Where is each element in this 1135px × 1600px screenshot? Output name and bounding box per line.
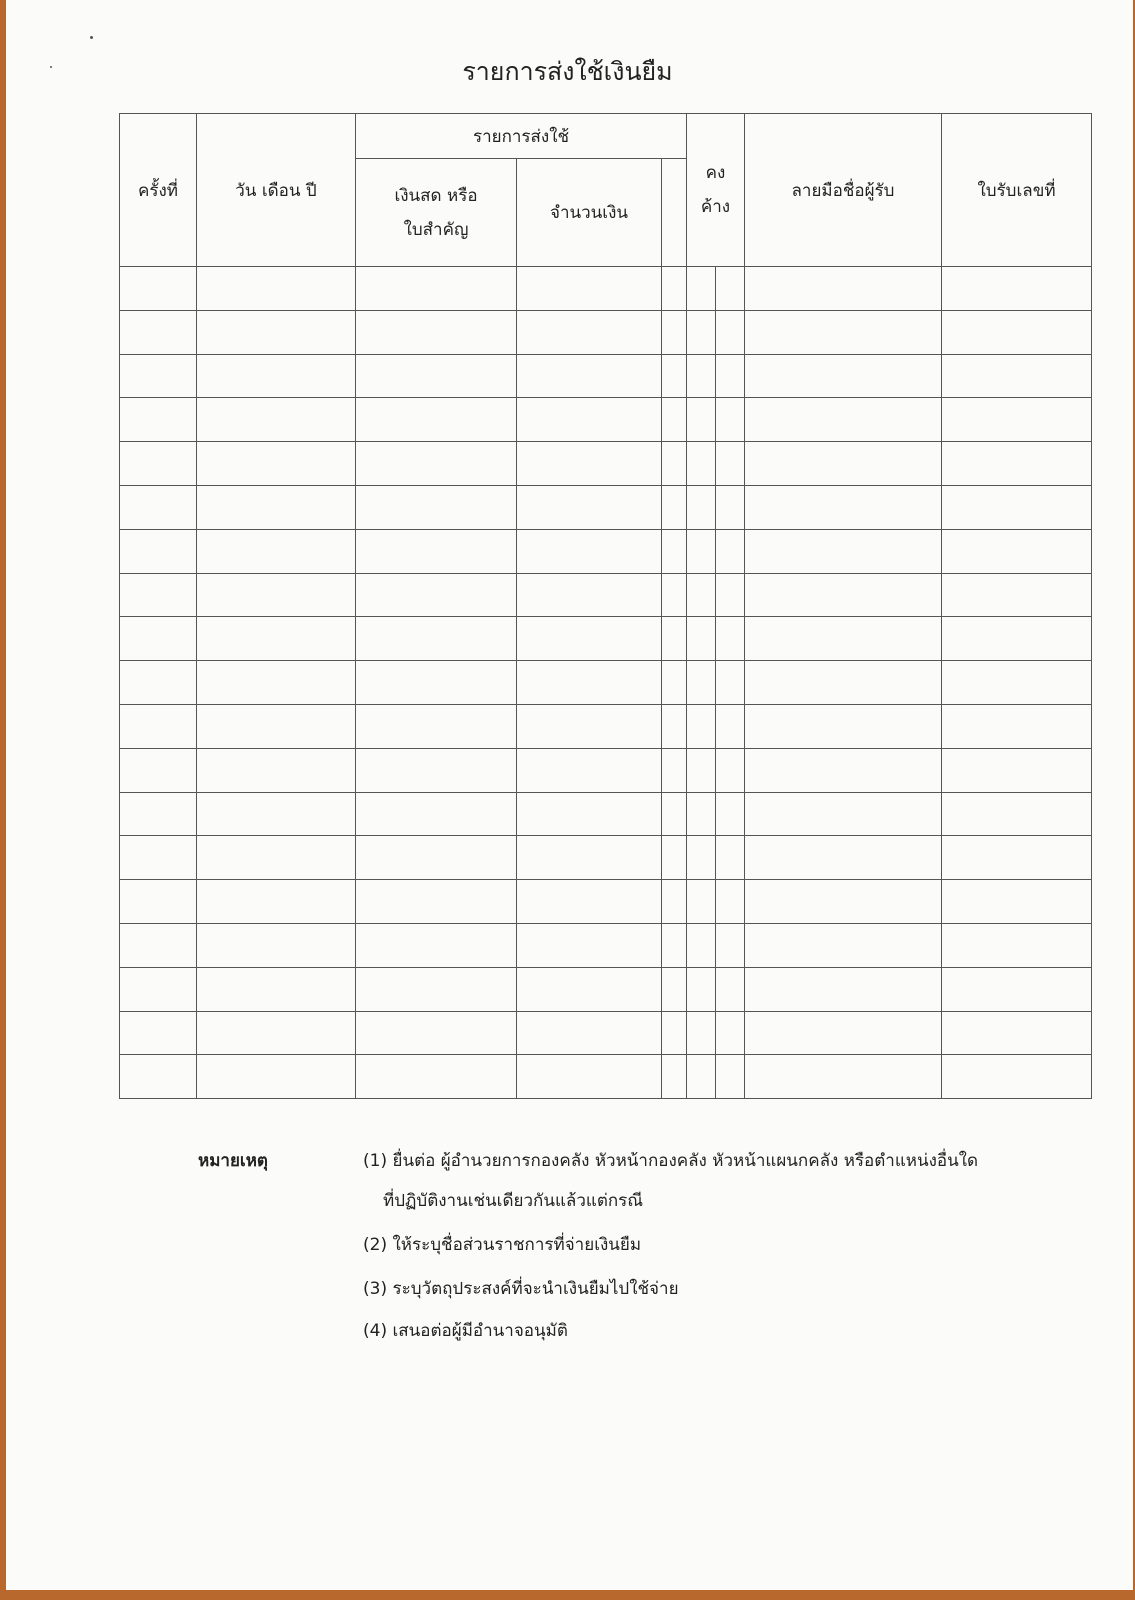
cell-receipt-no[interactable] <box>942 836 1092 880</box>
cell-cash[interactable] <box>356 354 517 398</box>
cell-amount[interactable] <box>517 529 662 573</box>
cell-signature[interactable] <box>745 485 942 529</box>
cell-balance-sub[interactable] <box>716 529 745 573</box>
cell-balance[interactable] <box>687 267 716 311</box>
note-item-2: (2) ให้ระบุชื่อส่วนราชการที่จ่ายเงินยืม <box>363 1235 642 1255</box>
cell-no[interactable] <box>120 1011 197 1055</box>
cell-amount[interactable] <box>517 792 662 836</box>
cell-cash[interactable] <box>356 267 517 311</box>
cell-date[interactable] <box>197 923 356 967</box>
header-balance <box>687 114 745 267</box>
cell-date[interactable] <box>197 748 356 792</box>
cell-amount[interactable] <box>517 310 662 354</box>
cell-amount[interactable] <box>517 661 662 705</box>
header-date: วัน เดือน ปี <box>197 114 356 267</box>
cell-satang[interactable] <box>662 398 687 442</box>
cell-signature[interactable] <box>745 748 942 792</box>
cell-signature[interactable] <box>745 310 942 354</box>
cell-balance[interactable] <box>687 792 716 836</box>
cell-balance-sub[interactable] <box>716 923 745 967</box>
cell-signature[interactable] <box>745 1055 942 1099</box>
table-row <box>120 792 1092 836</box>
cell-receipt-no[interactable] <box>942 573 1092 617</box>
cell-amount[interactable] <box>517 1055 662 1099</box>
cell-cash[interactable] <box>356 617 517 661</box>
cell-receipt-no[interactable] <box>942 792 1092 836</box>
table-row <box>120 1011 1092 1055</box>
cell-balance[interactable] <box>687 529 716 573</box>
cell-balance[interactable] <box>687 704 716 748</box>
cell-no[interactable] <box>120 310 197 354</box>
cell-date[interactable] <box>197 967 356 1011</box>
cell-signature[interactable] <box>745 442 942 486</box>
cell-cash[interactable] <box>356 748 517 792</box>
cell-amount[interactable] <box>517 267 662 311</box>
cell-date[interactable] <box>197 485 356 529</box>
cell-amount[interactable] <box>517 617 662 661</box>
table-row <box>120 836 1092 880</box>
cell-balance-sub[interactable] <box>716 748 745 792</box>
cell-amount[interactable] <box>517 442 662 486</box>
cell-balance-sub[interactable] <box>716 836 745 880</box>
cell-balance-sub[interactable] <box>716 267 745 311</box>
cell-receipt-no[interactable] <box>942 967 1092 1011</box>
cell-no[interactable] <box>120 1055 197 1099</box>
cell-balance-sub[interactable] <box>716 617 745 661</box>
cell-balance[interactable] <box>687 880 716 924</box>
cell-signature[interactable] <box>745 529 942 573</box>
cell-receipt-no[interactable] <box>942 442 1092 486</box>
cell-balance-sub[interactable] <box>716 398 745 442</box>
cell-satang[interactable] <box>662 1055 687 1099</box>
cell-no[interactable] <box>120 792 197 836</box>
header-balance-line2: ค้าง <box>700 197 731 217</box>
cell-balance-sub[interactable] <box>716 573 745 617</box>
cell-satang[interactable] <box>662 529 687 573</box>
cell-no[interactable] <box>120 836 197 880</box>
table-row <box>120 485 1092 529</box>
cell-no[interactable] <box>120 267 197 311</box>
cell-signature[interactable] <box>745 836 942 880</box>
cell-satang[interactable] <box>662 836 687 880</box>
cell-balance-sub[interactable] <box>716 704 745 748</box>
table-row <box>120 442 1092 486</box>
cell-no[interactable] <box>120 354 197 398</box>
cell-satang[interactable] <box>662 1011 687 1055</box>
cell-date[interactable] <box>197 573 356 617</box>
cell-balance-sub[interactable] <box>716 485 745 529</box>
table-row <box>120 923 1092 967</box>
cell-date[interactable] <box>197 267 356 311</box>
cell-balance[interactable] <box>687 573 716 617</box>
cell-signature[interactable] <box>745 967 942 1011</box>
ink-speck <box>90 36 93 39</box>
cell-balance-sub[interactable] <box>716 967 745 1011</box>
header-cash-line2: ใบสำคัญ <box>403 219 469 240</box>
cell-date[interactable] <box>197 661 356 705</box>
table-row <box>120 354 1092 398</box>
cell-no[interactable] <box>120 617 197 661</box>
cell-balance[interactable] <box>687 442 716 486</box>
header-amount: จำนวนเงิน <box>517 159 662 267</box>
table-row <box>120 967 1092 1011</box>
cell-satang[interactable] <box>662 792 687 836</box>
cell-satang[interactable] <box>662 442 687 486</box>
cell-amount[interactable] <box>517 967 662 1011</box>
table-row <box>120 398 1092 442</box>
table-row <box>120 704 1092 748</box>
table-row <box>120 573 1092 617</box>
cell-signature[interactable] <box>745 704 942 748</box>
cell-date[interactable] <box>197 1011 356 1055</box>
cell-date[interactable] <box>197 354 356 398</box>
cell-cash[interactable] <box>356 967 517 1011</box>
cell-date[interactable] <box>197 617 356 661</box>
cell-signature[interactable] <box>745 661 942 705</box>
cell-satang[interactable] <box>662 661 687 705</box>
cell-cash[interactable] <box>356 704 517 748</box>
cell-receipt-no[interactable] <box>942 704 1092 748</box>
cell-no[interactable] <box>120 398 197 442</box>
cell-signature[interactable] <box>745 354 942 398</box>
cell-balance-sub[interactable] <box>716 310 745 354</box>
cell-no[interactable] <box>120 442 197 486</box>
cell-balance[interactable] <box>687 617 716 661</box>
cell-balance[interactable] <box>687 661 716 705</box>
table-row <box>120 748 1092 792</box>
cell-balance[interactable] <box>687 1011 716 1055</box>
cell-amount[interactable] <box>517 704 662 748</box>
cell-signature[interactable] <box>745 923 942 967</box>
note-item-1-cont: ที่ปฏิบัติงานเช่นเดียวกันแล้วแต่กรณี <box>383 1191 644 1211</box>
header-no: ครั้งที่ <box>120 114 197 267</box>
cell-balance-sub[interactable] <box>716 880 745 924</box>
cell-signature[interactable] <box>745 573 942 617</box>
table-row <box>120 617 1092 661</box>
cell-amount[interactable] <box>517 485 662 529</box>
header-receipt-no: ใบรับเลขที่ <box>942 114 1092 267</box>
cell-no[interactable] <box>120 748 197 792</box>
cell-satang[interactable] <box>662 267 687 311</box>
cell-cash[interactable] <box>356 923 517 967</box>
cell-satang[interactable] <box>662 617 687 661</box>
cell-signature[interactable] <box>745 1011 942 1055</box>
header-balance-line1: คง <box>705 163 726 183</box>
cell-balance[interactable] <box>687 967 716 1011</box>
page-title: รายการส่งใช้เงินยืม <box>462 57 673 86</box>
cell-cash[interactable] <box>356 836 517 880</box>
header-cash-line1: เงินสด หรือ <box>394 185 478 206</box>
cell-satang[interactable] <box>662 967 687 1011</box>
cell-balance[interactable] <box>687 310 716 354</box>
cell-cash[interactable] <box>356 529 517 573</box>
cell-date[interactable] <box>197 836 356 880</box>
table-row <box>120 310 1092 354</box>
header-signature: ลายมือชื่อผู้รับ <box>745 114 942 267</box>
cell-satang[interactable] <box>662 923 687 967</box>
header-repayment-group: รายการส่งใช้ <box>356 114 687 159</box>
cell-balance-sub[interactable] <box>716 1011 745 1055</box>
cell-satang[interactable] <box>662 748 687 792</box>
cell-balance[interactable] <box>687 923 716 967</box>
cell-cash[interactable] <box>356 1011 517 1055</box>
cell-cash[interactable] <box>356 1055 517 1099</box>
header-satang <box>662 159 687 267</box>
cell-satang[interactable] <box>662 704 687 748</box>
cell-no[interactable] <box>120 661 197 705</box>
cell-receipt-no[interactable] <box>942 748 1092 792</box>
cell-receipt-no[interactable] <box>942 880 1092 924</box>
cell-no[interactable] <box>120 485 197 529</box>
cell-date[interactable] <box>197 310 356 354</box>
cell-date[interactable] <box>197 704 356 748</box>
cell-balance[interactable] <box>687 748 716 792</box>
cell-receipt-no[interactable] <box>942 310 1092 354</box>
cell-date[interactable] <box>197 792 356 836</box>
table-row <box>120 661 1092 705</box>
cell-date[interactable] <box>197 398 356 442</box>
cell-satang[interactable] <box>662 573 687 617</box>
cell-balance-sub[interactable] <box>716 354 745 398</box>
cell-receipt-no[interactable] <box>942 267 1092 311</box>
cell-cash[interactable] <box>356 398 517 442</box>
cell-balance-sub[interactable] <box>716 792 745 836</box>
cell-receipt-no[interactable] <box>942 354 1092 398</box>
cell-signature[interactable] <box>745 398 942 442</box>
cell-satang[interactable] <box>662 880 687 924</box>
note-item-3: (3) ระบุวัตถุประสงค์ที่จะนำเงินยืมไปใช้จ่าย <box>363 1279 679 1299</box>
cell-satang[interactable] <box>662 485 687 529</box>
cell-no[interactable] <box>120 573 197 617</box>
cell-receipt-no[interactable] <box>942 923 1092 967</box>
cell-signature[interactable] <box>745 617 942 661</box>
cell-amount[interactable] <box>517 398 662 442</box>
cell-balance[interactable] <box>687 354 716 398</box>
cell-receipt-no[interactable] <box>942 661 1092 705</box>
table-row <box>120 529 1092 573</box>
table-row <box>120 1055 1092 1099</box>
cell-balance[interactable] <box>687 485 716 529</box>
cell-balance-sub[interactable] <box>716 1055 745 1099</box>
cell-no[interactable] <box>120 529 197 573</box>
cell-receipt-no[interactable] <box>942 1055 1092 1099</box>
cell-date[interactable] <box>197 880 356 924</box>
cell-no[interactable] <box>120 923 197 967</box>
repayment-table <box>119 113 1092 1099</box>
cell-balance[interactable] <box>687 1055 716 1099</box>
notes-label: หมายเหตุ <box>198 1151 268 1171</box>
cell-amount[interactable] <box>517 923 662 967</box>
cell-receipt-no[interactable] <box>942 485 1092 529</box>
cell-cash[interactable] <box>356 880 517 924</box>
table-row <box>120 267 1092 311</box>
cell-satang[interactable] <box>662 354 687 398</box>
cell-amount[interactable] <box>517 880 662 924</box>
note-item-1: (1) ยื่นต่อ ผู้อำนวยการกองคลัง หัวหน้ากองคลัง หัวหน้าแผนกคลัง หรือตำแหน่งอื่นใด <box>363 1151 979 1171</box>
cell-amount[interactable] <box>517 836 662 880</box>
table-row <box>120 880 1092 924</box>
cell-satang[interactable] <box>662 310 687 354</box>
cell-signature[interactable] <box>745 880 942 924</box>
cell-no[interactable] <box>120 704 197 748</box>
cell-signature[interactable] <box>745 792 942 836</box>
cell-no[interactable] <box>120 967 197 1011</box>
cell-cash[interactable] <box>356 442 517 486</box>
cell-cash[interactable] <box>356 485 517 529</box>
cell-receipt-no[interactable] <box>942 617 1092 661</box>
cell-cash[interactable] <box>356 573 517 617</box>
cell-balance-sub[interactable] <box>716 442 745 486</box>
cell-no[interactable] <box>120 880 197 924</box>
cell-cash[interactable] <box>356 792 517 836</box>
cell-date[interactable] <box>197 442 356 486</box>
cell-cash[interactable] <box>356 310 517 354</box>
cell-balance-sub[interactable] <box>716 661 745 705</box>
cell-receipt-no[interactable] <box>942 398 1092 442</box>
cell-cash[interactable] <box>356 661 517 705</box>
cell-date[interactable] <box>197 529 356 573</box>
cell-amount[interactable] <box>517 748 662 792</box>
cell-amount[interactable] <box>517 1011 662 1055</box>
note-item-4: (4) เสนอต่อผู้มีอำนาจอนุมัติ <box>363 1321 568 1341</box>
cell-balance[interactable] <box>687 836 716 880</box>
cell-date[interactable] <box>197 1055 356 1099</box>
cell-amount[interactable] <box>517 573 662 617</box>
header-cash <box>356 159 517 267</box>
cell-amount[interactable] <box>517 354 662 398</box>
cell-receipt-no[interactable] <box>942 1011 1092 1055</box>
cell-receipt-no[interactable] <box>942 529 1092 573</box>
cell-balance[interactable] <box>687 398 716 442</box>
cell-signature[interactable] <box>745 267 942 311</box>
